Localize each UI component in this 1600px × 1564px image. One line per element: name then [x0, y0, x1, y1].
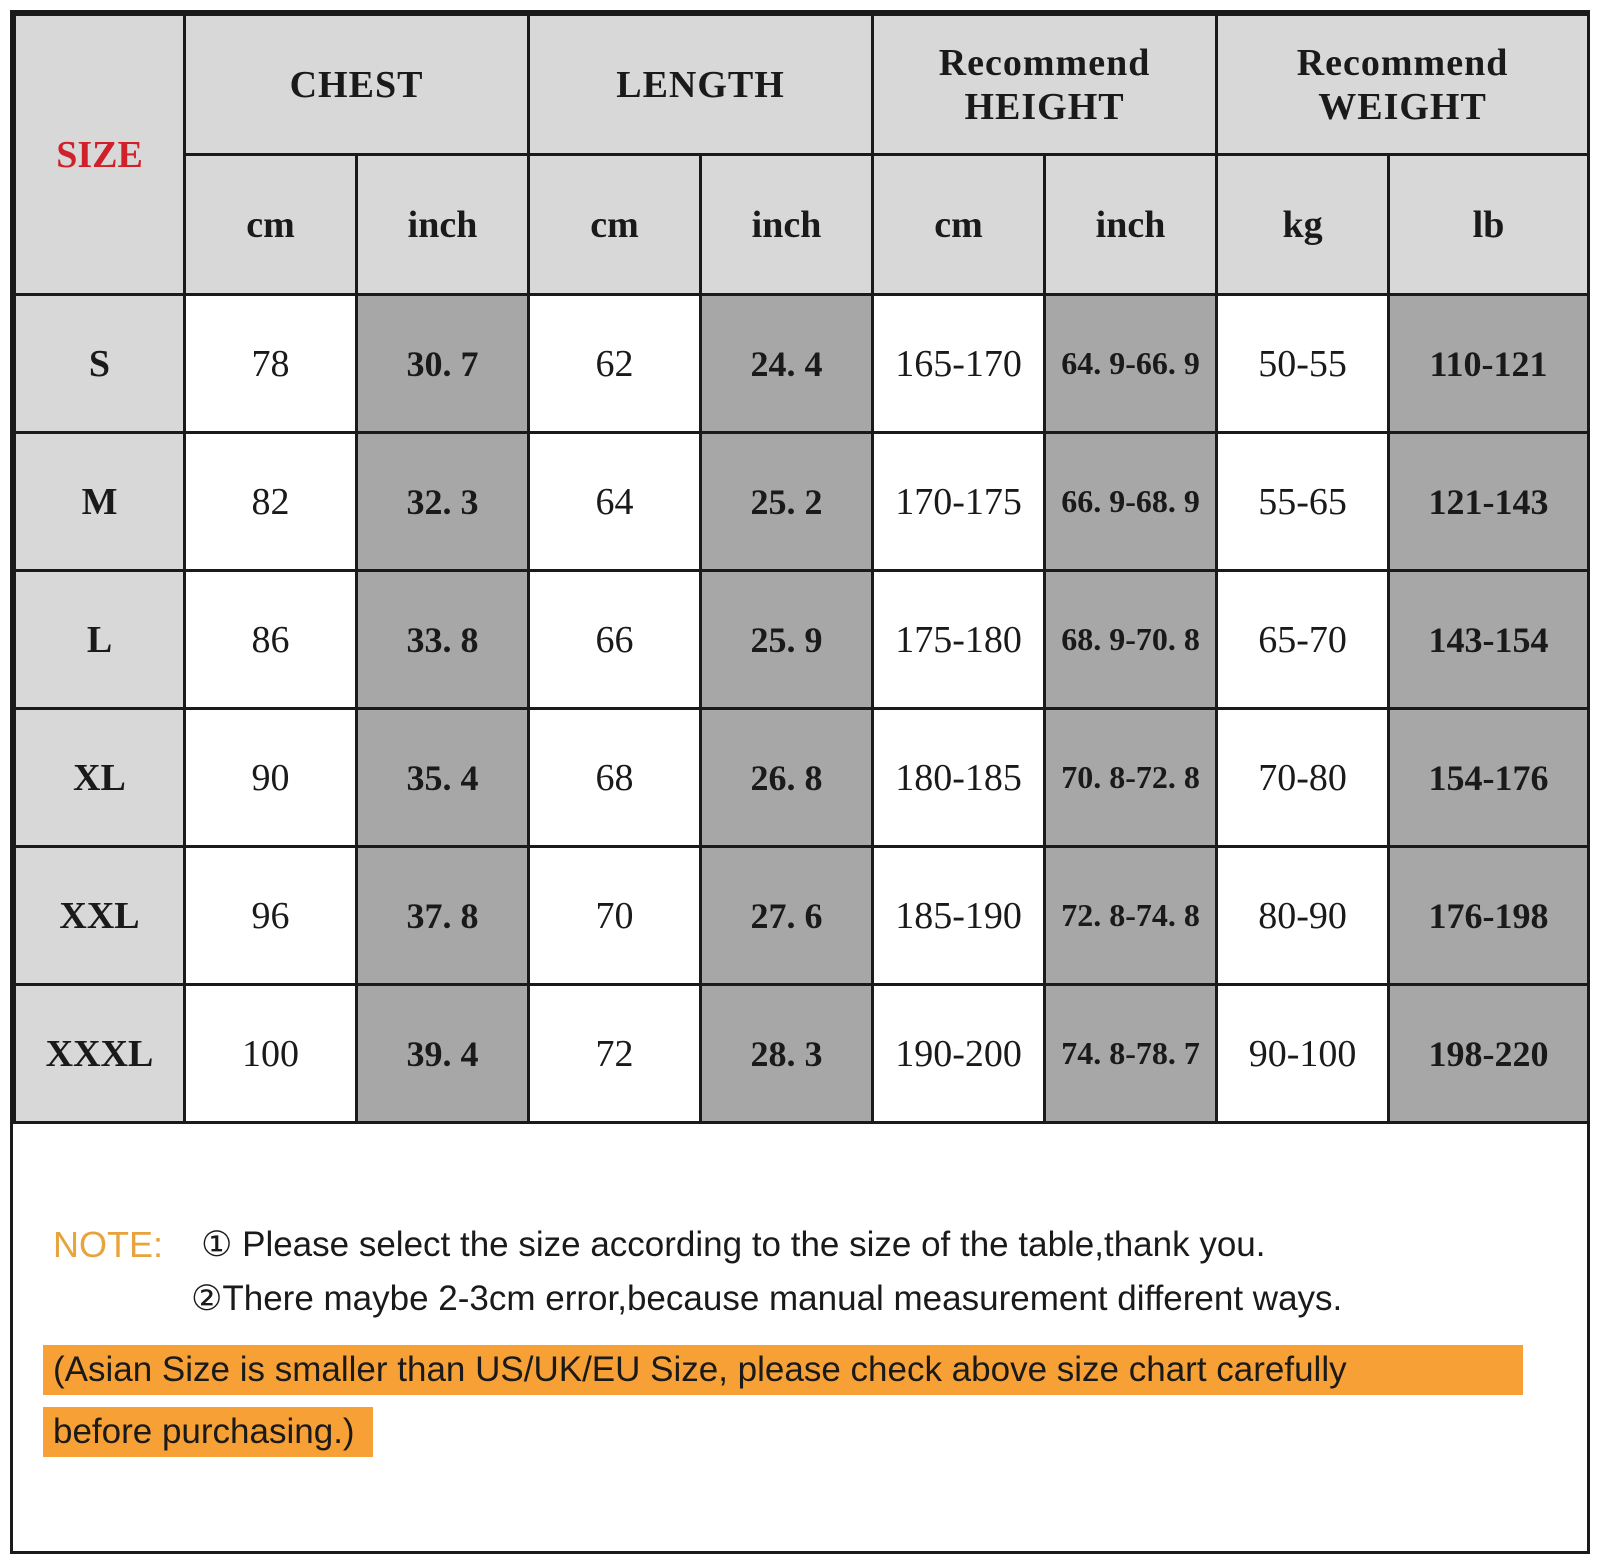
table-cell: 66. 9-68. 9: [1045, 433, 1217, 571]
group-header-chest: [185, 15, 529, 155]
unit-header: cm: [529, 155, 701, 295]
table-cell: 35. 4: [357, 709, 529, 847]
group-header-weight: [1217, 15, 1589, 155]
unit-header: inch: [1045, 155, 1217, 295]
table-cell: 28. 3: [701, 985, 873, 1123]
table-cell: 96: [185, 847, 357, 985]
group-header-line: WEIGHT: [1318, 85, 1487, 128]
table-row: [15, 433, 1589, 571]
table-cell: 82: [185, 433, 357, 571]
table-cell: 90-100: [1217, 985, 1389, 1123]
note-line-1: ① Please select the size according to the size of the table,thank you.: [201, 1225, 1266, 1264]
table-row: [15, 985, 1589, 1123]
size-cell: L: [15, 571, 185, 709]
table-cell: 100: [185, 985, 357, 1123]
table-cell: 72. 8-74. 8: [1045, 847, 1217, 985]
table-cell: 70-80: [1217, 709, 1389, 847]
table-row: [15, 847, 1589, 985]
table-row: [15, 571, 1589, 709]
group-header-line: Recommend: [938, 41, 1151, 84]
size-cell: XXXL: [15, 985, 185, 1123]
unit-header: inch: [357, 155, 529, 295]
size-label: SIZE: [56, 133, 143, 176]
table-cell: 143-154: [1389, 571, 1589, 709]
table-cell: 25. 2: [701, 433, 873, 571]
table-cell: 121-143: [1389, 433, 1589, 571]
table-cell: 66: [529, 571, 701, 709]
group-header-length: [529, 15, 873, 155]
table-row: [15, 709, 1589, 847]
table-cell: 26. 8: [701, 709, 873, 847]
unit-header: cm: [873, 155, 1045, 295]
note-label: NOTE:: [53, 1224, 164, 1265]
note-section: [13, 1133, 1587, 1551]
group-header-line: Recommend: [1296, 41, 1509, 84]
unit-header: cm: [185, 155, 357, 295]
size-cell: S: [15, 295, 185, 433]
table-cell: 68. 9-70. 8: [1045, 571, 1217, 709]
table-cell: 64. 9-66. 9: [1045, 295, 1217, 433]
table-cell: 64: [529, 433, 701, 571]
group-header-line: LENGTH: [616, 63, 785, 106]
note-line-2: ②There maybe 2-3cm error,because manual measurement different ways.: [191, 1279, 1343, 1318]
table-cell: 170-175: [873, 433, 1045, 571]
table-cell: 37. 8: [357, 847, 529, 985]
table-cell: 65-70: [1217, 571, 1389, 709]
table-cell: 180-185: [873, 709, 1045, 847]
group-header-height: [873, 15, 1217, 155]
table-cell: 30. 7: [357, 295, 529, 433]
warning-banner-line-2: before purchasing.): [43, 1407, 373, 1457]
table-cell: 55-65: [1217, 433, 1389, 571]
size-cell: M: [15, 433, 185, 571]
table-row: [15, 295, 1589, 433]
table-cell: 176-198: [1389, 847, 1589, 985]
size-cell: XL: [15, 709, 185, 847]
warning-banner-line-1: (Asian Size is smaller than US/UK/EU Size, please check above size chart carefully: [43, 1345, 1523, 1395]
group-header-line: HEIGHT: [964, 85, 1125, 128]
table-cell: 80-90: [1217, 847, 1389, 985]
unit-header: lb: [1389, 155, 1589, 295]
table-cell: 154-176: [1389, 709, 1589, 847]
table-cell: 110-121: [1389, 295, 1589, 433]
table-cell: 198-220: [1389, 985, 1589, 1123]
size-chart-sheet: [10, 10, 1590, 1554]
table-cell: 72: [529, 985, 701, 1123]
table-cell: 74. 8-78. 7: [1045, 985, 1217, 1123]
table-cell: 78: [185, 295, 357, 433]
size-table: [13, 13, 1590, 1124]
table-cell: 62: [529, 295, 701, 433]
table-cell: 27. 6: [701, 847, 873, 985]
table-cell: 39. 4: [357, 985, 529, 1123]
unit-header: kg: [1217, 155, 1389, 295]
unit-header: inch: [701, 155, 873, 295]
unit-header-row: [15, 155, 1589, 295]
table-cell: 185-190: [873, 847, 1045, 985]
size-column-header: [15, 15, 185, 295]
table-cell: 68: [529, 709, 701, 847]
table-cell: 90: [185, 709, 357, 847]
group-header-row: [15, 15, 1589, 155]
table-cell: 70. 8-72. 8: [1045, 709, 1217, 847]
table-cell: 175-180: [873, 571, 1045, 709]
table-cell: 24. 4: [701, 295, 873, 433]
table-cell: 25. 9: [701, 571, 873, 709]
table-cell: 50-55: [1217, 295, 1389, 433]
table-cell: 33. 8: [357, 571, 529, 709]
table-cell: 70: [529, 847, 701, 985]
size-cell: XXL: [15, 847, 185, 985]
table-cell: 86: [185, 571, 357, 709]
table-cell: 32. 3: [357, 433, 529, 571]
group-header-line: CHEST: [289, 63, 424, 106]
table-cell: 190-200: [873, 985, 1045, 1123]
table-cell: 165-170: [873, 295, 1045, 433]
